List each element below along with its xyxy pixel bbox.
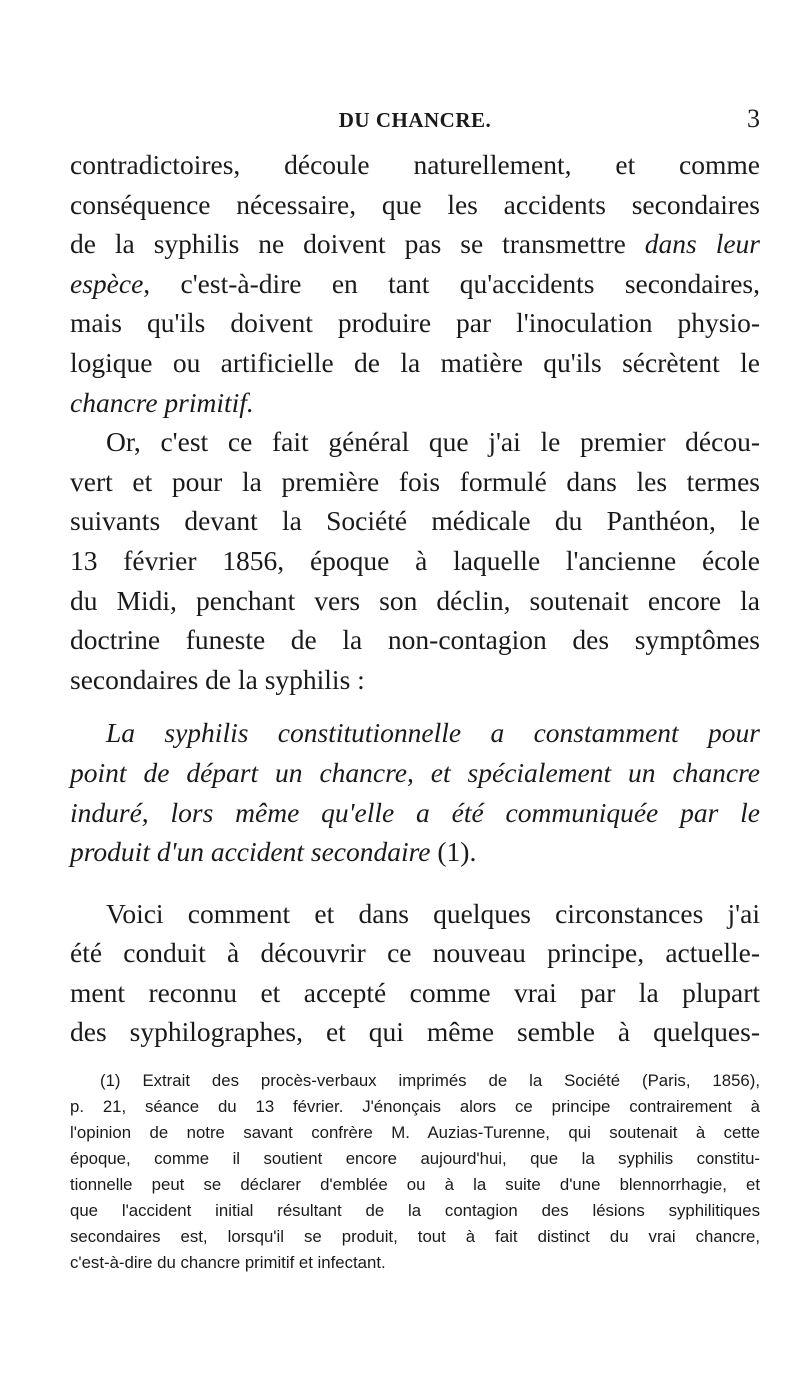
text-line: Or, c'est ce fait général que j'ai le premier décou- (106, 426, 760, 458)
text-line: Voici comment et dans quelques circonstances j'ai (106, 897, 760, 929)
text-line: vert et pour la première fois formulé dans les termes (70, 465, 760, 497)
paragraph-2 (70, 422, 760, 699)
italic-segment: produit d'un accident secondaire (70, 836, 431, 868)
footnote-line: c'est-à-dire du chancre primitif et infectant. (70, 1253, 386, 1272)
text-line: 13 février 1856, époque à laquelle l'ancienne école (70, 544, 760, 576)
text-line: chancre primitif. (70, 386, 254, 418)
text-line: mais qu'ils doivent produire par l'inoculation physio- (70, 307, 760, 339)
text-line: La syphilis constitutionnelle a constamment pour (106, 717, 760, 749)
text-line: secondaires de la syphilis : (70, 663, 365, 695)
text-line: point de départ un chancre, et spécialement un chancre (70, 756, 760, 788)
footnote-line: que l'accident initial résultant de la contagion des lésions syphilitiques (70, 1201, 760, 1220)
italic-segment: espèce (70, 267, 144, 299)
text-line: été conduit à découvrir ce nouveau principe, actuelle- (70, 937, 760, 969)
spacer (70, 699, 760, 713)
footnote-line: tionnelle peut se déclarer d'emblée ou à la suite d'une blennorrhagie, et (70, 1175, 760, 1194)
text-line: du Midi, penchant vers son déclin, soutenait encore la (70, 584, 760, 616)
page-header (70, 104, 760, 142)
text-line (70, 224, 760, 264)
text-line: doctrine funeste de la non-contagion des symptômes (70, 624, 760, 656)
text-segment: de la syphilis ne doivent pas se transmettre (70, 228, 645, 260)
quoted-principle (70, 713, 760, 871)
text-line: induré, lors même qu'elle a été communiquée par le (70, 796, 760, 828)
text-line (70, 832, 760, 872)
text-line: logique ou artificielle de la matière qu'ils sécrètent le (70, 346, 760, 378)
body-text (70, 145, 760, 1052)
paragraph-3 (70, 894, 760, 1052)
text-line: ment reconnu et accepté comme vrai par la plupart (70, 976, 760, 1008)
footnote (70, 1068, 760, 1276)
italic-segment: dans leur (644, 228, 760, 260)
text-segment: , c'est-à-dire en tant qu'accidents secondaires, (143, 267, 760, 299)
footnote-line: l'opinion de notre savant confrère M. Auzias-Turenne, qui soutenait à cette (70, 1123, 760, 1142)
text-line (70, 264, 760, 304)
footnote-line: p. 21, séance du 13 février. J'énonçais alors ce principe contrairement à (70, 1097, 760, 1116)
footnote-line: (1) Extrait des procès-verbaux imprimés de la Société (Paris, 1856), (100, 1071, 760, 1090)
footnote-line: secondaires est, lorsqu'il se produit, tout à fait distinct du vrai chancre, (70, 1227, 760, 1246)
footnote-ref: (1). (430, 836, 477, 868)
text-line: contradictoires, découle naturellement, et comme (70, 149, 760, 180)
page-number: 3 (747, 104, 760, 133)
text-line: suivants devant la Société médicale du Panthéon, le (70, 505, 760, 537)
footnote-line: époque, comme il soutient encore aujourd'hui, que la syphilis constitu- (70, 1149, 760, 1168)
text-line: des syphilographes, et qui même semble à quelques- (70, 1016, 760, 1048)
text-line: conséquence nécessaire, que les accidents secondaires (70, 188, 760, 220)
running-title: DU CHANCRE. (338, 108, 492, 132)
spacer (70, 872, 760, 894)
paragraph-1 (70, 145, 760, 422)
